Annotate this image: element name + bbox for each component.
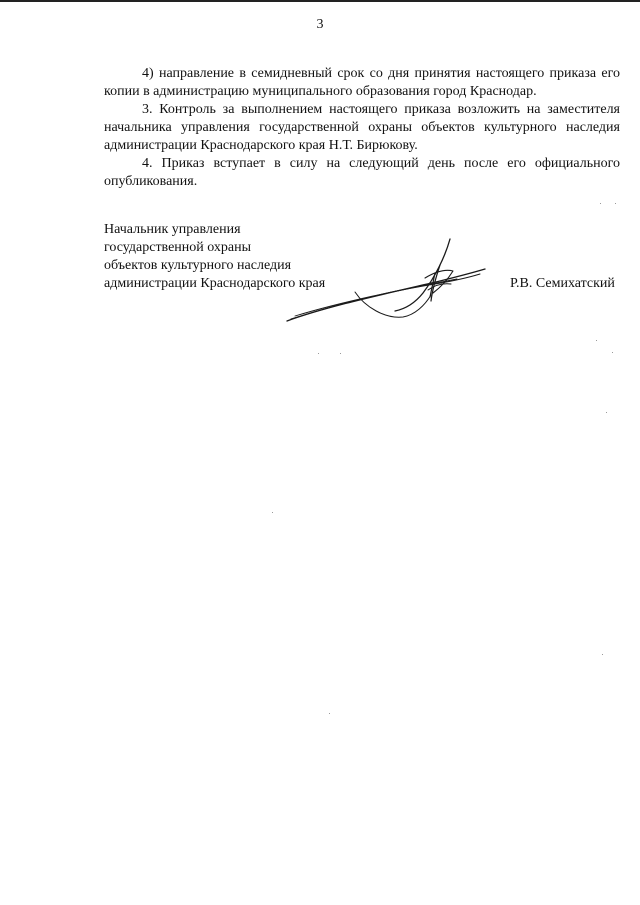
signatory-position-line: Начальник управления: [104, 222, 241, 237]
paragraph-item-4: 4) направление в семидневный срок со дня принятия настоящего приказа его копии в администрацию муниципального образования город Краснодар.: [104, 66, 620, 99]
handwritten-signature: [285, 235, 490, 330]
scan-speck: [318, 353, 319, 354]
scan-speck: [272, 512, 273, 513]
signatory-position-line: объектов культурного наследия: [104, 258, 292, 273]
scan-speck: [615, 203, 616, 204]
scan-speck: [606, 412, 607, 413]
signatory-position-line: государственной охраны: [104, 240, 252, 255]
page-number: 3: [316, 17, 324, 32]
paragraph-entry-into-force: 4. Приказ вступает в силу на следующий день после его официального опубликования.: [104, 156, 620, 189]
top-border-line: [0, 0, 640, 2]
signatory-name: Р.В. Семихатский: [510, 276, 615, 291]
scan-speck: [340, 353, 341, 354]
scan-speck: [612, 352, 613, 353]
document-body: [104, 65, 620, 191]
scan-speck: [596, 340, 597, 341]
signature-strokes: [287, 239, 485, 321]
paragraph-control: 3. Контроль за выполнением настоящего приказа возложить на заместителя начальника управления государственной охраны объектов культурного наследия администрации Краснодарского края Н.Т. Бирюкову.: [104, 102, 620, 153]
signatory-position-line: администрации Краснодарского края: [104, 276, 326, 291]
scan-speck: [602, 654, 603, 655]
scan-speck: [329, 713, 330, 714]
scan-speck: [600, 203, 601, 204]
